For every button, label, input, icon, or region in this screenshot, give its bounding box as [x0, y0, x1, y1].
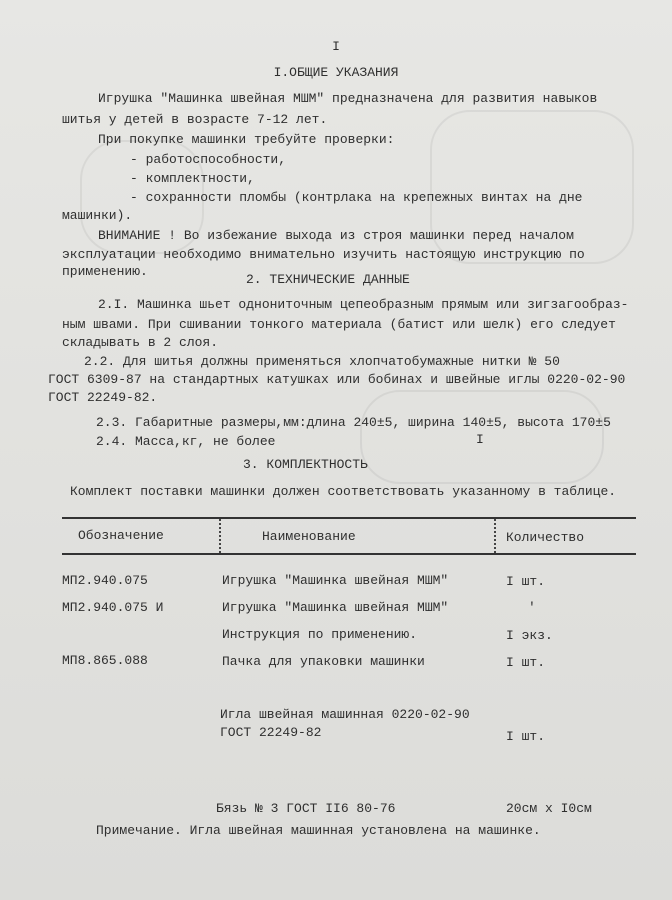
- warning-line-2: эксплуатации необходимо внимательно изучить настоящую инструкцию по: [62, 247, 585, 262]
- page-number: I: [332, 39, 340, 54]
- row-qty: I шт.: [506, 655, 546, 670]
- row-code: МП2.940.075 И: [62, 600, 164, 615]
- warning-line-1: ВНИМАНИЕ ! Во избежание выхода из строя машинки перед началом: [98, 228, 574, 243]
- column-divider: [219, 519, 221, 553]
- spec-2-2-line-1: 2.2. Для шитья должны применяться хлопчатобумажные нитки № 50: [84, 354, 560, 369]
- warning-line-3: применению.: [62, 264, 148, 279]
- needle-line-2: ГОСТ 22249-82: [220, 725, 322, 740]
- row-name: Игрушка "Машинка швейная МШМ": [222, 573, 449, 588]
- row-name: Пачка для упаковки машинки: [222, 654, 425, 669]
- check-item: - комплектности,: [130, 171, 255, 186]
- row-code: МП2.940.075: [62, 573, 148, 588]
- table-intro: Комплект поставки машинки должен соответствовать указанному в таблице.: [70, 484, 617, 499]
- section3-title: 3. КОМПЛЕКТНОСТЬ: [243, 457, 368, 472]
- row-code: МП8.865.088: [62, 653, 148, 668]
- column-header-qty: Количество: [506, 530, 585, 545]
- fabric-item: Бязь № 3 ГОСТ II6 80-76: [216, 801, 396, 816]
- spec-2-1-line-1: 2.I. Машинка шьет однониточным цепеобразным прямым или зигзагообраз-: [98, 297, 629, 312]
- spec-2-1-line-3: складывать в 2 слоя.: [62, 335, 219, 350]
- spec-2-2-line-2: ГОСТ 6309-87 на стандартных катушках или бобинах и швейные иглы 0220-02-90: [48, 372, 626, 387]
- row-name: Игрушка "Машинка швейная МШМ": [222, 600, 449, 615]
- row-qty: I экз.: [506, 628, 553, 643]
- intro-line-2: шитья у детей в возрасте 7-12 лет.: [62, 112, 328, 127]
- check-item: - сохранности пломбы (контрлака на крепежных винтах на дне: [130, 190, 583, 205]
- table-header-rule: [62, 553, 636, 555]
- spec-2-3: 2.3. Габаритные размеры,мм:длина 240±5, ширина 140±5, высота 170±5: [96, 415, 611, 430]
- spec-2-1-line-2: ным швами. При сшивании тонкого материала (батист или шелк) его следует: [62, 317, 616, 332]
- row-qty: ': [528, 600, 536, 615]
- row-name: Инструкция по применению.: [222, 627, 418, 642]
- row-qty: I шт.: [506, 574, 546, 589]
- note: Примечание. Игла швейная машинная установлена на машинке.: [96, 823, 541, 838]
- section1-title: I.ОБЩИЕ УКАЗАНИЯ: [273, 65, 399, 80]
- column-header-name: Наименование: [262, 529, 356, 544]
- needle-qty: I шт.: [506, 729, 546, 744]
- check-item: - работоспособности,: [130, 152, 287, 167]
- check-intro: При покупке машинки требуйте проверки:: [98, 132, 395, 147]
- spec-2-4-value: I: [476, 432, 484, 447]
- table-top-rule: [62, 517, 636, 519]
- column-header-code: Обозначение: [78, 528, 164, 543]
- intro-line-1: Игрушка "Машинка швейная МШМ" предназначена для развития навыков: [98, 91, 598, 106]
- spec-2-2-line-3: ГОСТ 22249-82.: [48, 390, 158, 405]
- check-item-continuation: машинки).: [62, 208, 133, 223]
- section2-title: 2. ТЕХНИЧЕСКИЕ ДАННЫЕ: [246, 272, 410, 287]
- spec-2-4-label: 2.4. Масса,кг, не более: [96, 434, 276, 449]
- needle-line-1: Игла швейная машинная 0220-02-90: [220, 707, 470, 722]
- column-divider: [494, 519, 496, 553]
- fabric-size: 20см х I0см: [506, 801, 592, 816]
